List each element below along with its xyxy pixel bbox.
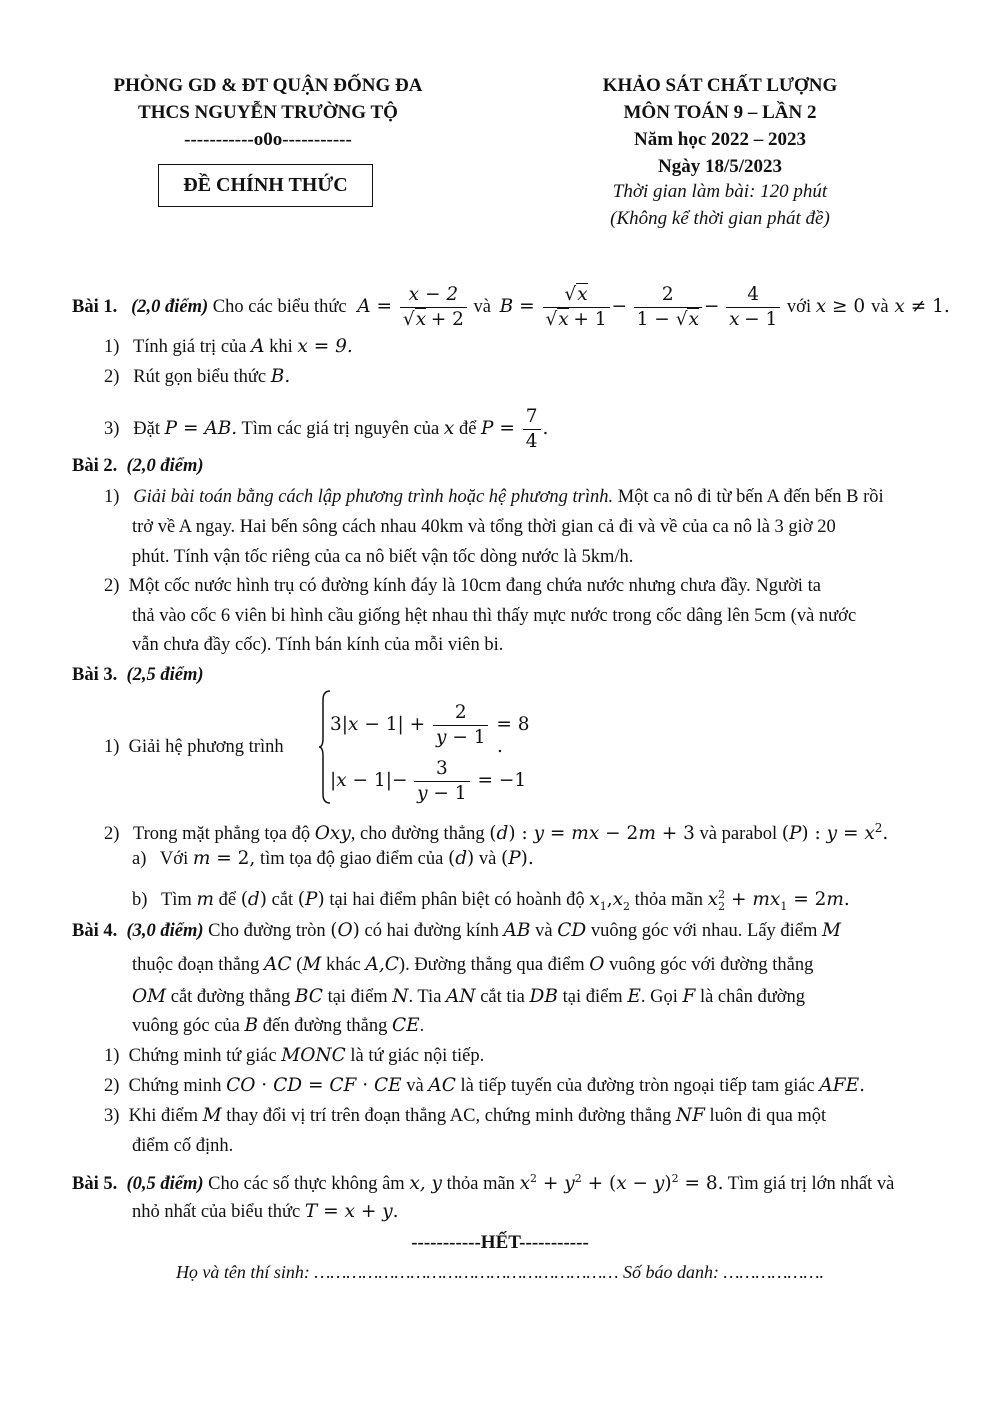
bai4-line1: Bài 4. (3,0 điểm) Cho đường tròn (O) có hai đường kính AB và CD vuông góc với nhau. Lấy điểm M <box>72 920 841 941</box>
bai1-intro: Cho các biểu thức <box>212 296 347 317</box>
bai5-line1: Bài 5. (0,5 điểm) Cho các số thực không âm x, y thỏa mãn $x^2 + y^2 + (x - y)^2 = 8$. Tìm giá trị lớn nhất và <box>72 1172 895 1195</box>
bai4-item-3: 3) Khi điểm M thay đổi vị trí trên đoạn thẳng AC, chứng minh đường thẳng NF luôn đi qua một <box>104 1105 827 1126</box>
exam-duration-note: (Không kể thời gian phát đề) <box>610 208 830 229</box>
bai2-q2-line1: 2) Một cốc nước hình trụ có đường kính đáy là 10cm đang chứa nước nhưng chưa đầy. Người ta <box>104 576 821 596</box>
bai4-line4: vuông góc của B đến đường thẳng CE. <box>132 1015 425 1036</box>
bai2-q1-line3: phút. Tính vận tốc riêng của ca nô biết vận tốc dòng nước là 5km/h. <box>132 547 634 567</box>
bai4-item-3-cont: điểm cố định. <box>132 1136 234 1156</box>
bai1-item-3: 3) Đặt P = AB. Tìm các giá trị nguyên của x để P = $\frac{7}{4}$ . <box>104 406 549 452</box>
bai2-q2-line3: vẫn chưa đầy cốc). Tính bán kính của mỗi viên bi. <box>132 635 504 655</box>
exam-title: KHẢO SÁT CHẤT LƯỢNG <box>602 75 838 96</box>
bai4-item-1: 1) Chứng minh tứ giác MONC là tứ giác nội tiếp. <box>104 1045 485 1066</box>
system-equation-2: |x − 1|− $\frac{3}{y - 1}$ = −1 <box>330 758 527 804</box>
bai3-heading: Bài 3. (2,5 điểm) <box>72 665 204 685</box>
bai1-points: (2,0 điểm) <box>131 296 209 317</box>
system-equation-1: 3|x − 1| + $\frac{2}{y - 1}$ = 8 <box>330 702 530 748</box>
bai2-q1-line2: trở về A ngay. Hai bến sông cách nhau 40km và tổng thời gian cả đi và về của ca nô là 3 giờ 20 <box>132 517 836 537</box>
candidate-info-line: Họ và tên thí sinh: ………………………………………………… Số báo danh: ………………. <box>175 1262 825 1282</box>
bai4-item-2: 2) Chứng minh CO · CD = CF · CE và AC là tiếp tuyến của đường tròn ngoại tiếp tam giác AFE. <box>104 1075 865 1096</box>
bai2-q2-line2: thả vào cốc 6 viên bi hình cầu giống hệt nhau thì thấy mực nước trong cốc dâng lên 5cm (và nước <box>132 606 857 626</box>
bai1-label: Bài 1. <box>72 296 118 317</box>
bai2-q1-line1: 1) Giải bài toán bằng cách lập phương trình hoặc hệ phương trình. Một ca nô đi từ bến A đến bến B rồi <box>104 487 884 507</box>
school-name: THCS NGUYỄN TRƯỜNG TỘ <box>138 102 398 123</box>
bai3-q2b: b) Tìm m để (d) cắt (P) tại hai điểm phân biệt có hoành độ $x_1,x_2$ thỏa mãn $x^2_2 + mx_1 = 2m$. <box>132 888 850 913</box>
school-year: Năm học 2022 – 2023 <box>633 129 807 150</box>
bai1-and: và <box>473 296 491 317</box>
bai3-q1: 1) Giải hệ phương trình <box>104 737 284 757</box>
end-marker: -----------HẾT----------- <box>411 1232 589 1253</box>
exam-subject: MÔN TOÁN 9 – LẦN 2 <box>623 102 817 123</box>
official-stamp: ĐỀ CHÍNH THỨC <box>158 164 373 207</box>
bai3-q2a: a) Với m = 2, tìm tọa độ giao điểm của (d) và (P). <box>132 848 534 869</box>
bai4-line2: thuộc đoạn thẳng AC (M khác A,C). Đường thẳng qua điểm O vuông góc với đường thẳng <box>132 954 814 975</box>
bai2-heading: Bài 2. (2,0 điểm) <box>72 456 204 476</box>
expr-a: A <box>357 295 371 317</box>
bai1-statement: Bài 1. (2,0 điểm) Cho các biểu thức A = $\frac{x - 2}{√x + 2}$ và B = $\frac{√x}{√x + 1}$ − $\frac{2}{1 - √x}$ − $\frac{4}{x - 1}$ với x ≥ 0 và x ≠ 1. <box>72 284 950 330</box>
exam-date: Ngày 18/5/2023 <box>657 156 783 177</box>
bai5-line2: nhỏ nhất của biểu thức T = x + y. <box>132 1201 399 1222</box>
bai4-line3: OM cắt đường thẳng BC tại điểm N. Tia AN cắt tia DB tại điểm E. Gọi F là chân đường <box>132 986 806 1007</box>
header-separator: -----------o0o----------- <box>184 129 352 150</box>
bai1-item-2: 2) Rút gọn biểu thức B. <box>104 366 291 387</box>
school-department: PHÒNG GD & ĐT QUẬN ĐỐNG ĐA <box>113 75 423 96</box>
bai1-item-1: 1) Tính giá trị của A khi x = 9. <box>104 336 353 357</box>
frac-a: $\frac{x - 2}{√x + 2}$ <box>400 283 467 332</box>
bai1-cond: với <box>786 296 812 317</box>
bai3-q2: 2) Trong mặt phẳng tọa độ Oxy, cho đường thẳng (d) : y = mx − 2m + 3 và parabol (P) : $y = x^2$. <box>104 821 889 845</box>
exam-duration: Thời gian làm bài: 120 phút <box>612 181 828 202</box>
